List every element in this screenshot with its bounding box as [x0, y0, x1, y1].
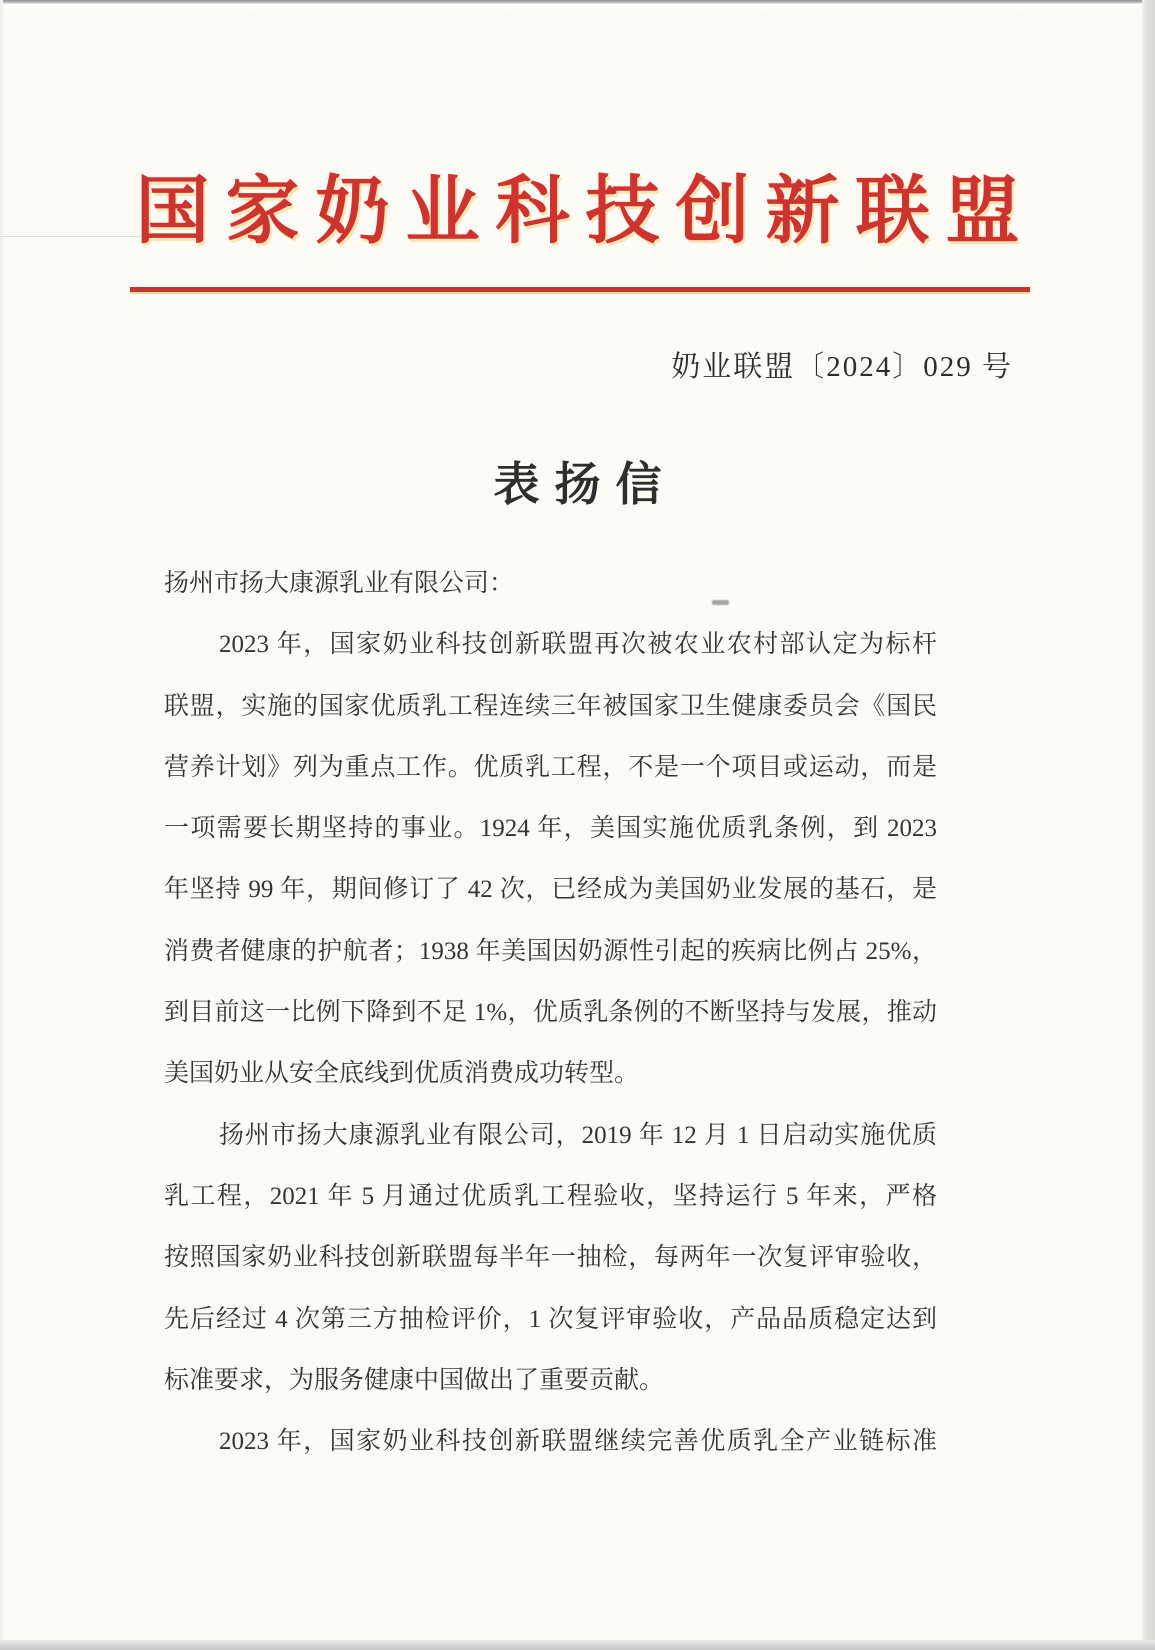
salutation: 扬州市扬大康源乳业有限公司： [164, 570, 515, 597]
body-line: 乳工程，2021 年 5 月通过优质乳工程验收，坚持运行 5 年来，严格 [164, 1182, 937, 1210]
body-line: 营养计划》列为重点工作。优质乳工程，不是一个项目或运动，而是 [164, 753, 937, 781]
body-line: 先后经过 4 次第三方抽检评价，1 次复评审验收，产品品质稳定达到 [164, 1305, 937, 1333]
scan-edge-bottom [0, 1640, 1155, 1650]
letter-body [164, 553, 937, 1472]
body-line: 一项需要长期坚持的事业。1924 年，美国实施优质乳条例，到 2023 [164, 815, 937, 843]
body-line: 消费者健康的护航者；1938 年美国因奶源性引起的疾病比例占 25%， [164, 937, 937, 965]
body-line: 按照国家奶业科技创新联盟每半年一抽检，每两年一次复评审验收， [164, 1244, 937, 1272]
body-line: 标准要求，为服务健康中国做出了重要贡献。 [164, 1366, 665, 1394]
scan-edge-right [1142, 0, 1155, 1650]
letter-title: 表扬信 [493, 459, 677, 510]
body-line: 到目前这一比例下降到不足 1%，优质乳条例的不断坚持与发展，推动 [164, 999, 937, 1027]
body-line: 2023 年，国家奶业科技创新联盟再次被农业农村部认定为标杆 [219, 631, 937, 659]
scan-edge-top [0, 0, 1155, 10]
body-line: 美国奶业从安全底线到优质消费成功转型。 [164, 1060, 640, 1088]
body-line: 2023 年，国家奶业科技创新联盟继续完善优质乳全产业链标准 [219, 1428, 937, 1456]
body-line: 扬州市扬大康源乳业有限公司，2019 年 12 月 1 日启动实施优质 [219, 1121, 937, 1149]
body-line: 年坚持 99 年，期间修订了 42 次，已经成为美国奶业发展的基石，是 [164, 876, 937, 904]
org-name-title: 国家奶业科技创新联盟 [135, 171, 1036, 253]
letterhead-rule [130, 287, 1030, 292]
body-line: 联盟，实施的国家优质乳工程连续三年被国家卫生健康委员会《国民 [164, 692, 937, 720]
doc-number: 奶业联盟〔2024〕029 号 [671, 351, 1013, 383]
